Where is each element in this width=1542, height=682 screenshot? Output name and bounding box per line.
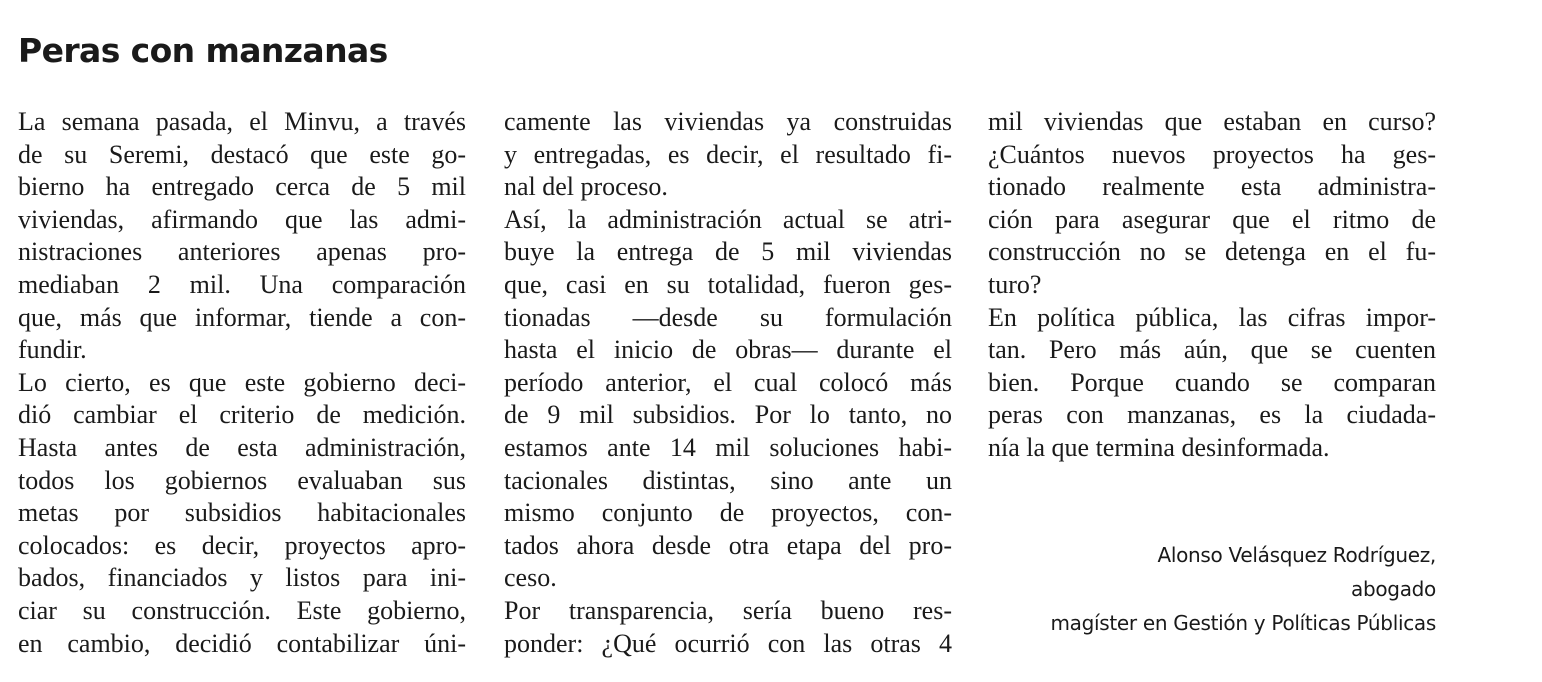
article-line: En política pública, las cifras impor- <box>988 302 1436 332</box>
article-line: en cambio, decidió contabilizar úni- <box>18 628 466 658</box>
article-line: La semana pasada, el Minvu, a través <box>18 107 466 136</box>
article-line: peras con manzanas, es la ciudada- <box>988 400 1436 430</box>
author-name: Alonso Velásquez Rodríguez, <box>1157 543 1436 567</box>
article-line: buye la entrega de 5 mil viviendas <box>504 237 952 267</box>
author-credential: magíster en Gestión y Políticas Públicas <box>1050 611 1436 635</box>
article-line: bados, financiados y listos para ini- <box>18 563 466 593</box>
article-line: viviendas, afirmando que las admi- <box>18 204 466 234</box>
article-column-1 <box>18 106 466 660</box>
article-line: bien. Porque cuando se comparan <box>988 367 1436 397</box>
article-line: todos los gobiernos evaluaban sus <box>18 465 466 495</box>
article-line: tionadas —desde su formulación <box>504 302 952 332</box>
article-line: mediaban 2 mil. Una comparación <box>18 269 466 299</box>
article-line: camente las viviendas ya construidas <box>504 107 952 136</box>
article-line: tionado realmente esta administra- <box>988 172 1436 202</box>
article-line: que, más que informar, tiende a con- <box>18 302 466 332</box>
article-line: tacionales distintas, sino ante un <box>504 465 952 495</box>
article-line: ponder: ¿Qué ocurrió con las otras 4 <box>504 628 952 658</box>
article-line: nistraciones anteriores apenas pro- <box>18 237 466 267</box>
article-line: dió cambiar el criterio de medición. <box>18 400 466 430</box>
article-line: nal del proceso. <box>504 172 668 202</box>
article-column-2 <box>504 106 952 660</box>
article-line: estamos ante 14 mil soluciones habi- <box>504 432 952 462</box>
author-signature <box>960 538 1436 640</box>
article-line: mil viviendas que estaban en curso? <box>988 107 1436 136</box>
article-line: turo? <box>988 269 1042 299</box>
article-line: Hasta antes de esta administración, <box>18 432 466 462</box>
article-line: bierno ha entregado cerca de 5 mil <box>18 172 466 202</box>
article-line: Lo cierto, es que este gobierno deci- <box>18 367 466 397</box>
article-line: construcción no se detenga en el fu- <box>988 237 1436 267</box>
article-line: de 9 mil subsidios. Por lo tanto, no <box>504 400 952 430</box>
article-line: Por transparencia, sería bueno res- <box>504 595 952 625</box>
article-line: tados ahora desde otra etapa del pro- <box>504 530 952 560</box>
article-line: Así, la administración actual se atri- <box>504 204 952 234</box>
article-line: que, casi en su totalidad, fueron ges- <box>504 269 952 299</box>
author-role: abogado <box>1351 577 1436 601</box>
article-title: Peras con manzanas <box>18 31 388 70</box>
article-line: colocados: es decir, proyectos apro- <box>18 530 466 560</box>
article-line: mismo conjunto de proyectos, con- <box>504 498 952 528</box>
article-line: hasta el inicio de obras— durante el <box>504 335 952 365</box>
article-line: ción para asegurar que el ritmo de <box>988 204 1436 234</box>
article-line: y entregadas, es decir, el resultado fi- <box>504 139 952 169</box>
article-line: tan. Pero más aún, que se cuenten <box>988 335 1436 365</box>
article-line: nía la que termina desinformada. <box>988 432 1330 462</box>
article-line: ¿Cuántos nuevos proyectos ha ges- <box>988 139 1436 169</box>
article-line: de su Seremi, destacó que este go- <box>18 139 466 169</box>
article-line: período anterior, el cual colocó más <box>504 367 952 397</box>
article-line: metas por subsidios habitacionales <box>18 498 466 528</box>
article-column-3 <box>988 106 1436 465</box>
article-line: ceso. <box>504 563 557 593</box>
article-line: ciar su construcción. Este gobierno, <box>18 595 466 625</box>
article-line: fundir. <box>18 335 87 365</box>
